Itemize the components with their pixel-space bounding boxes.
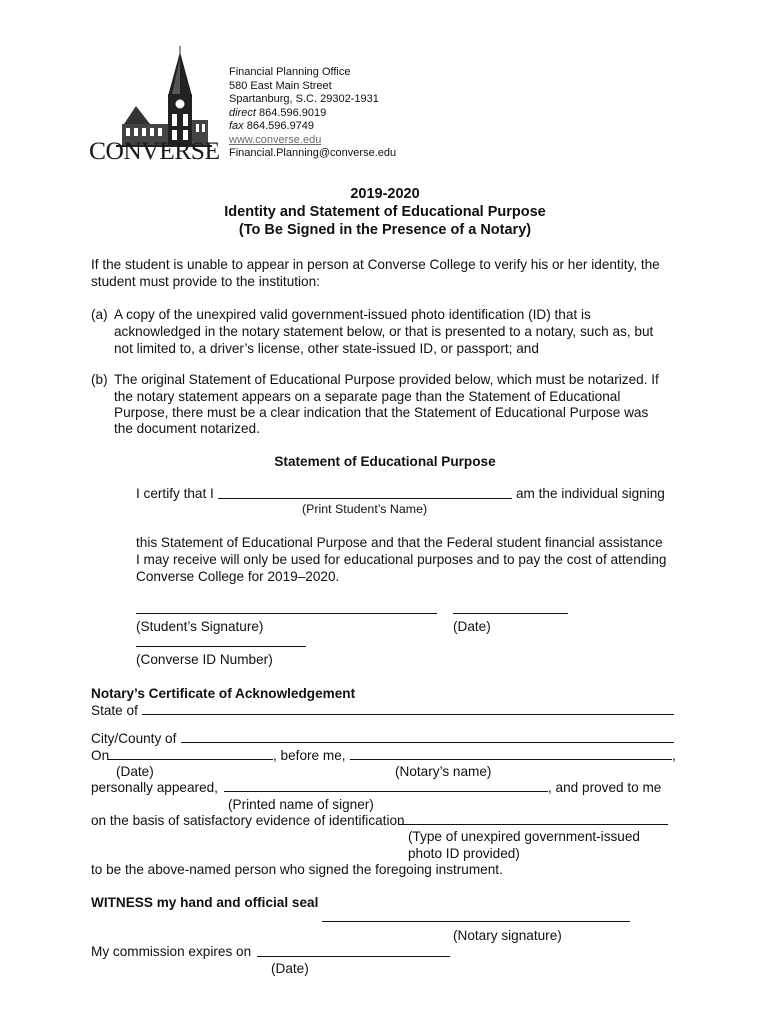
item-a-line-1: A copy of the unexpired valid government-issued photo identification (ID) that is	[114, 307, 591, 322]
item-b-line-4: the document notarized.	[114, 421, 260, 436]
on-label: On	[91, 748, 110, 763]
notary-name-field[interactable]	[350, 759, 672, 760]
proved-to-me-label: , and proved to me	[548, 780, 662, 795]
notary-name-caption: (Notary’s name)	[395, 764, 492, 779]
printed-name-caption: (Printed name of signer)	[228, 797, 374, 812]
title-year: 2019-2020	[350, 186, 420, 202]
converse-logo	[88, 44, 220, 166]
student-signature-caption: (Student’s Signature)	[136, 619, 264, 634]
id-caption-line-2: photo ID provided)	[408, 846, 520, 861]
fax-phone	[229, 120, 314, 133]
notary-date-field[interactable]	[108, 759, 273, 760]
city-county-label: City/County of	[91, 731, 177, 746]
converse-id-caption: (Converse ID Number)	[136, 652, 273, 667]
personally-appeared-label: personally appeared,	[91, 780, 218, 795]
statement-heading: Statement of Educational Purpose	[274, 454, 496, 469]
city-county-field[interactable]	[181, 742, 674, 743]
item-b-line-1: The original Statement of Educational Purpose provided below, which must be notarized. If	[114, 372, 659, 387]
item-a-line-3: not limited to, a driver’s license, other state-issued ID, or passport; and	[114, 341, 539, 356]
direct-label: direct	[229, 107, 256, 119]
item-a-line-2: acknowledged in the notary statement below, or that is presented to a notary, such as, but	[114, 324, 654, 339]
notary-date-caption: (Date)	[116, 764, 154, 779]
certify-suffix: am the individual signing	[516, 486, 665, 501]
direct-number: 864.596.9019	[258, 107, 327, 119]
print-name-caption: (Print Student’s Name)	[302, 502, 428, 516]
intro-line-2: student must provide to the institution:	[91, 274, 320, 289]
item-a-marker: (a)	[91, 307, 108, 322]
statement-line-3: Converse College for 2019–2020.	[136, 569, 340, 584]
notary-signature-field[interactable]	[322, 921, 630, 922]
on-line-comma: ,	[672, 748, 676, 763]
before-me-label: , before me,	[273, 748, 346, 763]
direct-phone	[229, 107, 326, 120]
witness-text: WITNESS my hand and official seal	[91, 895, 319, 910]
office-name: Financial Planning Office	[229, 66, 351, 78]
above-named-text: to be the above-named person who signed the foregoing instrument.	[91, 862, 503, 877]
intro-line-1: If the student is unable to appear in person at Converse College to verify his or her identity, the	[91, 257, 660, 272]
street-address: 580 East Main Street	[229, 80, 332, 92]
item-b-line-2: the notary statement appears on a separate page than the Statement of Educational	[114, 389, 621, 404]
title-sub: (To Be Signed in the Presence of a Notary)	[238, 222, 532, 238]
signer-name-field[interactable]	[224, 791, 548, 792]
city-address: Spartanburg, S.C. 29302-1931	[229, 93, 379, 105]
fax-label: fax	[229, 120, 244, 132]
statement-date-caption: (Date)	[453, 619, 491, 634]
commission-date-field[interactable]	[257, 956, 450, 957]
title-main: Identity and Statement of Educational Purpose	[224, 204, 546, 220]
commission-label: My commission expires on	[91, 944, 252, 959]
email-address: Financial.Planning@converse.edu	[229, 147, 397, 159]
item-b-marker: (b)	[91, 372, 108, 387]
state-field[interactable]	[142, 714, 674, 715]
converse-id-field[interactable]	[136, 646, 306, 647]
fax-number: 864.596.9749	[246, 120, 315, 132]
statement-date-field[interactable]	[453, 613, 568, 614]
statement-line-1: this Statement of Educational Purpose and that the Federal student financial assistance	[136, 535, 663, 550]
notary-signature-caption: (Notary signature)	[453, 928, 562, 943]
item-b-line-3: Purpose, there must be a clear indication that the Statement of Educational Purpose was	[114, 405, 649, 420]
id-type-field[interactable]	[399, 824, 668, 825]
commission-date-caption: (Date)	[271, 961, 309, 976]
statement-line-2: I may receive will only be used for educational purposes and to pay the cost of attending	[136, 552, 667, 567]
student-signature-field[interactable]	[136, 613, 437, 614]
website-link[interactable]: www.converse.edu	[229, 134, 322, 146]
logo-text: CONVERSE	[89, 138, 220, 165]
notary-heading: Notary’s Certificate of Acknowledgement	[91, 686, 356, 701]
basis-label: on the basis of satisfactory evidence of identification	[91, 813, 405, 828]
certify-prefix: I certify that I	[136, 486, 214, 501]
id-caption-line-1: (Type of unexpired government-issued	[408, 829, 640, 844]
state-label: State of	[91, 703, 138, 718]
student-name-field[interactable]	[218, 498, 512, 499]
